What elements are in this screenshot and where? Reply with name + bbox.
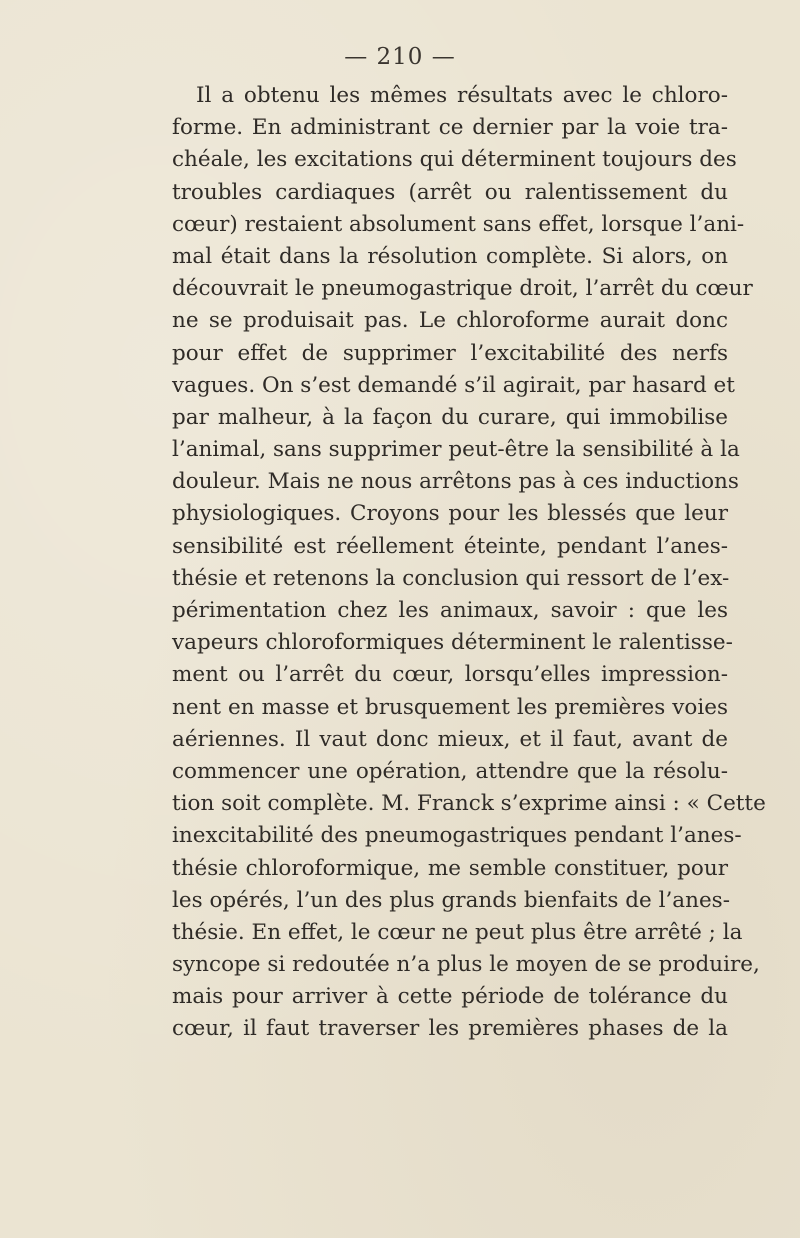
text-line: cœur, il faut traverser les premières phases de la [172,1016,728,1042]
text-line: forme. En administrant ce dernier par la voie tra- [172,115,728,141]
text-line: chéale, les excitations qui déterminent toujours des [172,147,737,173]
text-line: nent en masse et brusquement les premières voies [172,694,728,720]
text-line: par malheur, à la façon du curare, qui immobilise [172,404,728,430]
text-line: mal était dans la résolution complète. Si alors, on [172,243,728,269]
text-line: mais pour arriver à cette période de tolérance du [172,984,728,1010]
text-line: physiologiques. Croyons pour les blessés que leur [172,501,728,527]
text-line: sensibilité est réellement éteinte, pendant l’anes- [172,533,728,559]
text-line: thésie chloroformique, me semble constituer, pour [172,855,728,881]
text-line: inexcitabilité des pneumogastriques pendant l’anes- [172,823,742,849]
text-line: vagues. On s’est demandé s’il agirait, par hasard et [172,372,735,398]
text-line: thésie. En effet, le cœur ne peut plus être arrêté ; la [172,919,743,945]
text-line: thésie et retenons la conclusion qui ressort de l’ex- [172,565,730,591]
text-line: syncope si redoutée n’a plus le moyen de se produire, [172,952,760,978]
text-line: vapeurs chloroformiques déterminent le ralentisse- [172,630,733,656]
page-number: — 210 — [344,44,456,70]
text-line: douleur. Mais ne nous arrêtons pas à ces inductions [172,469,739,495]
text-line: l’animal, sans supprimer peut-être la sensibilité à la [172,437,740,463]
text-line: troubles cardiaques (arrêt ou ralentissement du [172,179,728,205]
text-line: périmentation chez les animaux, savoir : que les [172,598,728,623]
text-line: ne se produisait pas. Le chloroforme aurait donc [172,308,728,334]
text-line: Il a obtenu les mêmes résultats avec le chloro- [196,83,728,108]
text-line: cœur) restaient absolument sans effet, lorsque l’ani- [172,211,745,237]
text-line: découvrait le pneumogastrique droit, l’arrêt du cœur [172,276,753,302]
text-line: aériennes. Il vaut donc mieux, et il faut, avant de [172,726,728,752]
text-line: ment ou l’arrêt du cœur, lorsqu’elles impression- [172,662,728,688]
text-line: les opérés, l’un des plus grands bienfaits de l’anes- [172,887,730,913]
body-text [172,80,766,1046]
text-line: commencer une opération, attendre que la résolu- [172,758,728,784]
text-line: tion soit complète. M. Franck s’exprime ainsi : « Cette [172,791,766,817]
text-line: pour effet de supprimer l’excitabilité des nerfs [172,340,728,366]
